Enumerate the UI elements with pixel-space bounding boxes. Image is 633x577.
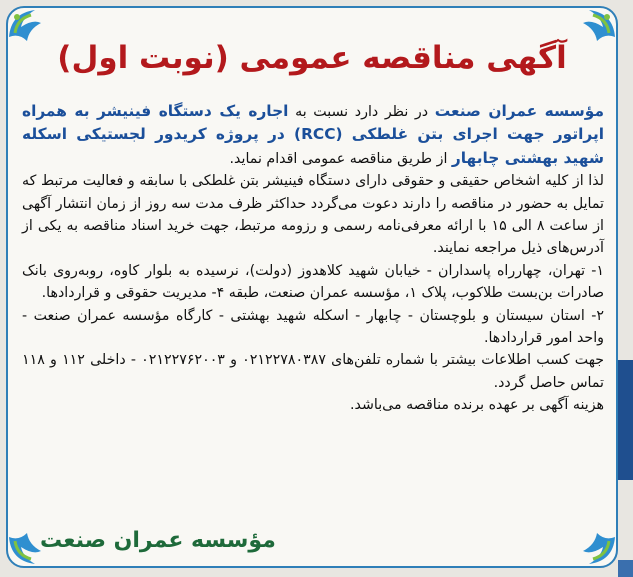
corner-ornament-icon	[563, 513, 617, 567]
contact-info: جهت کسب اطلاعات بیشتر با شماره تلفن‌های ۰۲۱۲۲۷۸۰۳۸۷ و ۰۲۱۲۲۷۶۲۰۰۳ - داخلی ۱۱۲ و ۱۱۸ تماس حاصل گردد.	[22, 352, 605, 391]
intro-paragraph	[22, 100, 604, 170]
intro-text-2: از طریق مناقصه عمومی اقدام نماید.	[229, 150, 452, 167]
organization-name: مؤسسه عمران صنعت	[434, 102, 604, 120]
ad-body	[22, 100, 604, 417]
invitation-paragraph: لذا از کلیه اشخاص حقیقی و حقوقی دارای دستگاه فینیشر بتن غلطکی با سابقه و فعالیت مرتبط که تمایل به حضور در مناقصه را دارند دعوت می‌گردد حداکثر ظرف مدت سه روز از زمان انتشار آگهی از ساعت ۸ الی ۱۵ با ارائه معرفی‌نامه رسمی و رزومه مرتبط، جهت خرید اسناد مناقصه به یکی از آدرس‌های ذیل مراجعه نمایند.	[22, 173, 605, 257]
ad-cost-note: هزینه آگهی بر عهده برنده مناقصه می‌باشد.	[350, 397, 604, 414]
ad-frame	[6, 6, 618, 568]
page-edge-strip	[618, 560, 633, 577]
address-tehran: ۱- تهران، چهارراه پاسداران - خیابان شهید کلاهدوز (دولت)، نرسیده به بلوار کاوه، روبه‌روی بانک صادرات بن‌بست طلاکوب، پلاک ۱، مؤسسه عمران صنعت، طبقه ۴- مدیریت حقوقی و قراردادها.	[22, 262, 604, 302]
address-chabahar: ۲- استان سیستان و بلوچستان - چابهار - اسکله شهید بهشتی - کارگاه مؤسسه عمران صنعت - واحد امور قراردادها.	[22, 307, 604, 347]
ad-title: آگهی مناقصه عمومی (نوبت اول)	[57, 40, 567, 76]
tender-subject: اجاره یک دستگاه فینیشر به همراه اپراتور جهت اجرای بتن غلطکی (RCC) در پروژه کریدور لجستیکی اسکله شهید بهشتی چابهار	[22, 102, 605, 167]
signature: مؤسسه عمران صنعت	[40, 528, 276, 553]
intro-text-1: در نظر دارد نسبت به	[288, 104, 435, 120]
page-edge-strip	[618, 360, 633, 480]
